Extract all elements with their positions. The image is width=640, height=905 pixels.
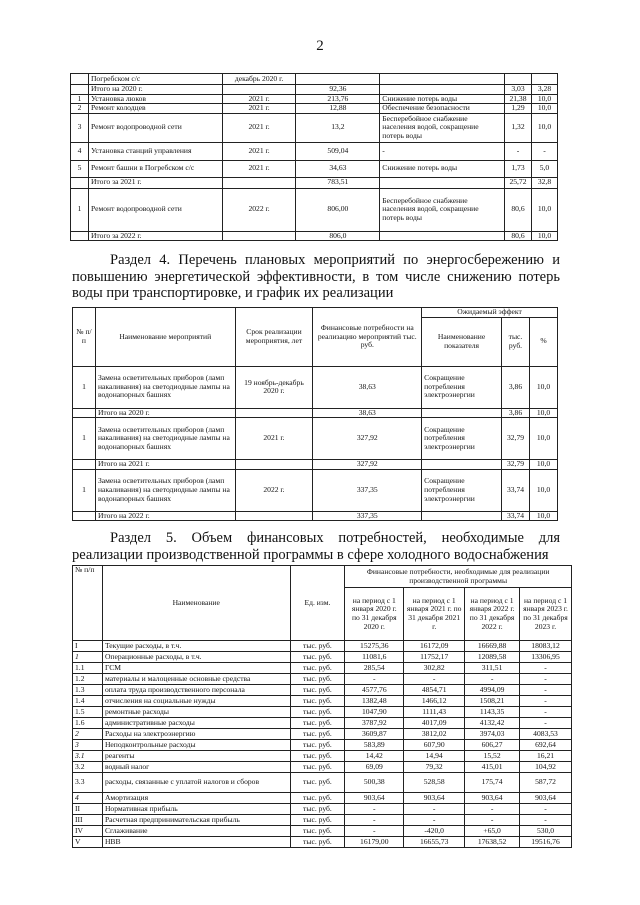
finance-value: 337,35 (313, 469, 422, 511)
item-name: Нормативная прибыль (102, 804, 290, 815)
term: 2021 г. (222, 160, 296, 177)
item-name: оплата труда производственного персонала (102, 685, 290, 696)
effect-indicator: Сокращение потребления электроэнергии (422, 366, 502, 408)
table-row (73, 826, 572, 837)
value-2022: 175,74 (465, 773, 520, 793)
value-2021: - (404, 674, 465, 685)
value-2022: 12089,58 (465, 652, 520, 663)
table-row (73, 663, 572, 674)
term: 2021 г. (222, 113, 296, 142)
value-2023: - (520, 685, 572, 696)
row-number: 4 (71, 142, 89, 160)
table-row (73, 837, 572, 848)
value-2022: 1143,35 (465, 707, 520, 718)
header-period-2022: на период с 1 января 2022 г. по 31 декабря 2022 г. (465, 588, 520, 641)
unit: тыс. руб. (290, 762, 345, 773)
effect-thousands: 25,72 (505, 177, 532, 188)
value-2020: 1382,48 (345, 696, 404, 707)
row-number: 1 (73, 652, 103, 663)
table-row (73, 773, 572, 793)
row-number: 1 (73, 418, 96, 460)
effect-thousands: 1,29 (505, 104, 532, 114)
value-2022: 606,27 (465, 740, 520, 751)
table-row (71, 231, 558, 241)
term (235, 408, 313, 418)
row-number: 1.4 (73, 696, 103, 707)
term (235, 460, 313, 470)
item-name: водный налог (102, 762, 290, 773)
value-2023: 587,72 (520, 773, 572, 793)
row-number: 1.2 (73, 674, 103, 685)
value-2023: - (520, 718, 572, 729)
value-2020: 3787,92 (345, 718, 404, 729)
row-number: 3.2 (73, 762, 103, 773)
value-2023: 903,64 (520, 793, 572, 804)
term: декабрь 2020 г. (222, 74, 296, 85)
row-number: 1.6 (73, 718, 103, 729)
header-period-2023: на период с 1 января 2023 г. по 31 декабря 2023 г. (520, 588, 572, 641)
table-row (73, 652, 572, 663)
header-indicator: Наименование показателя (422, 317, 502, 366)
table-row (73, 740, 572, 751)
term: 2021 г. (222, 142, 296, 160)
value-2023: 18083,12 (520, 641, 572, 652)
table-row (73, 418, 558, 460)
value-2021: 16172,09 (404, 641, 465, 652)
item-name: отчисления на социальные нужды (102, 696, 290, 707)
value-2021: 528,58 (404, 773, 465, 793)
row-number: 3.1 (73, 751, 103, 762)
effect-percent: 10,0 (529, 511, 557, 521)
value-2021: 1111,43 (404, 707, 465, 718)
row-number: 1.3 (73, 685, 103, 696)
unit: тыс. руб. (290, 696, 345, 707)
measure-name: Итого на 2022 г. (95, 511, 235, 521)
effect-thousands: 3,03 (505, 85, 532, 95)
value-2020: 903,64 (345, 793, 404, 804)
unit: тыс. руб. (290, 826, 345, 837)
term (222, 177, 296, 188)
finance-value: 38,63 (313, 408, 422, 418)
table-row (71, 160, 558, 177)
header-period-2021: на период с 1 января 2021 г. по 31 декабря 2021 г. (404, 588, 465, 641)
value-2022: 17638,52 (465, 837, 520, 848)
value-2021: - (404, 804, 465, 815)
finance-value: 783,51 (296, 177, 380, 188)
value-2022: 3974,03 (465, 729, 520, 740)
header-financial-needs: Финансовые потребности, необходимые для реализации производственной программы (345, 566, 572, 588)
value-2023: - (520, 696, 572, 707)
row-number: 3.3 (73, 773, 103, 793)
unit: тыс. руб. (290, 685, 345, 696)
finance-value: 327,92 (313, 418, 422, 460)
measure-name: Замена осветительных приборов (ламп накаливания) на светодиодные лампы на водонапорных башнях (95, 366, 235, 408)
effect-percent: - (531, 142, 557, 160)
value-2022: - (465, 804, 520, 815)
table-energy-saving (72, 307, 558, 521)
value-2020: 11081,6 (345, 652, 404, 663)
measure-name: Ремонт колодцев (88, 104, 222, 114)
header-finance: Финансовые потребности на реализацию мероприятий тыс. руб. (313, 308, 422, 367)
value-2020: - (345, 815, 404, 826)
effect-thousands: 32,79 (502, 460, 530, 470)
row-number: I (73, 641, 103, 652)
value-2020: 16179,00 (345, 837, 404, 848)
header-number: № п/п (73, 566, 103, 641)
value-2022: - (465, 674, 520, 685)
effect-thousands: 1,32 (505, 113, 532, 142)
unit: тыс. руб. (290, 663, 345, 674)
row-number: 1.1 (73, 663, 103, 674)
row-number (73, 511, 96, 521)
effect-indicator (380, 177, 505, 188)
value-2021: 3812,02 (404, 729, 465, 740)
finance-value (296, 74, 380, 85)
effect-thousands: 33,74 (502, 511, 530, 521)
effect-indicator: Снижение потерь воды (380, 160, 505, 177)
table-row (73, 674, 572, 685)
value-2020: 500,38 (345, 773, 404, 793)
row-number: 1 (73, 366, 96, 408)
table-financial-needs (72, 565, 572, 848)
effect-indicator: Бесперебойное снабжение населения водой, сокращение потерь воды (380, 188, 505, 231)
table-row (71, 113, 558, 142)
row-number (73, 408, 96, 418)
value-2021: 4854,71 (404, 685, 465, 696)
value-2022: 16669,88 (465, 641, 520, 652)
item-name: Операционные расходы, в т.ч. (102, 652, 290, 663)
term: 2021 г. (222, 94, 296, 104)
effect-percent: 10,0 (529, 469, 557, 511)
term: 2021 г. (235, 418, 313, 460)
header-thousands: тыс. руб. (502, 317, 530, 366)
finance-value: 13,2 (296, 113, 380, 142)
value-2020: 3609,87 (345, 729, 404, 740)
effect-percent: 10,0 (531, 94, 557, 104)
table-row (73, 685, 572, 696)
value-2023: - (520, 707, 572, 718)
effect-indicator: - (380, 142, 505, 160)
finance-value: 213,76 (296, 94, 380, 104)
effect-indicator (422, 460, 502, 470)
effect-percent (531, 74, 557, 85)
effect-thousands: 21,38 (505, 94, 532, 104)
effect-percent: 10,0 (531, 104, 557, 114)
term: 19 ноябрь-декабрь 2020 г. (235, 366, 313, 408)
table-row (73, 718, 572, 729)
effect-indicator: Снижение потерь воды (380, 94, 505, 104)
item-name: реагенты (102, 751, 290, 762)
table-row (73, 815, 572, 826)
effect-percent: 10,0 (529, 460, 557, 470)
measure-name: Замена осветительных приборов (ламп накаливания) на светодиодные лампы на водонапорных башнях (95, 418, 235, 460)
table-row (73, 696, 572, 707)
item-name: административные расходы (102, 718, 290, 729)
unit: тыс. руб. (290, 740, 345, 751)
table-row (73, 366, 558, 408)
measure-name: Ремонт водопроводной сети (88, 113, 222, 142)
value-2020: 69,09 (345, 762, 404, 773)
row-number (71, 85, 89, 95)
finance-value: 806,00 (296, 188, 380, 231)
value-2022: - (465, 815, 520, 826)
table-row (71, 85, 558, 95)
effect-indicator (380, 74, 505, 85)
table-row (73, 460, 558, 470)
value-2022: 415,01 (465, 762, 520, 773)
value-2020: 4577,76 (345, 685, 404, 696)
table-row (71, 104, 558, 114)
unit: тыс. руб. (290, 707, 345, 718)
measure-name: Установка люков (88, 94, 222, 104)
table-row (73, 751, 572, 762)
item-name: Расчетная предпринимательская прибыль (102, 815, 290, 826)
term (222, 85, 296, 95)
finance-value: 12,88 (296, 104, 380, 114)
value-2020: - (345, 826, 404, 837)
value-2022: 4132,42 (465, 718, 520, 729)
table-row (73, 408, 558, 418)
value-2021: 302,82 (404, 663, 465, 674)
table-row (73, 762, 572, 773)
value-2023: - (520, 663, 572, 674)
value-2021: -420,0 (404, 826, 465, 837)
effect-thousands (505, 74, 532, 85)
row-number: 1.5 (73, 707, 103, 718)
effect-indicator (380, 231, 505, 241)
row-number: IV (73, 826, 103, 837)
term (222, 231, 296, 241)
unit: тыс. руб. (290, 773, 345, 793)
value-2022: 311,51 (465, 663, 520, 674)
value-2023: 13306,95 (520, 652, 572, 663)
header-unit: Ед. изм. (290, 566, 345, 641)
section-5-heading: Раздел 5. Объем финансовых потребностей, необходимые для реализации производственной программы в сфере холодного водоснабжения (72, 530, 560, 563)
term: 2022 г. (235, 469, 313, 511)
table-row (73, 707, 572, 718)
effect-percent: 10,0 (529, 366, 557, 408)
effect-percent: 3,28 (531, 85, 557, 95)
effect-percent: 10,0 (531, 113, 557, 142)
value-2023: 19516,76 (520, 837, 572, 848)
item-name: Сглаживание (102, 826, 290, 837)
measure-name: Погребском с/с (88, 74, 222, 85)
row-number: 1 (73, 469, 96, 511)
value-2022: 1508,21 (465, 696, 520, 707)
effect-indicator: Сокращение потребления электроэнергии (422, 469, 502, 511)
row-number (73, 460, 96, 470)
measure-name: Итого на 2020 г. (95, 408, 235, 418)
value-2021: - (404, 815, 465, 826)
effect-percent: 10,0 (531, 188, 557, 231)
unit: тыс. руб. (290, 751, 345, 762)
term: 2021 г. (222, 104, 296, 114)
item-name: расходы, связанные с уплатой налогов и сборов (102, 773, 290, 793)
table-row (71, 74, 558, 85)
value-2021: 607,90 (404, 740, 465, 751)
table-row (73, 469, 558, 511)
table-row (71, 142, 558, 160)
row-number: II (73, 804, 103, 815)
header-name: Наименование мероприятий (95, 308, 235, 367)
value-2020: 14,42 (345, 751, 404, 762)
row-number: 2 (73, 729, 103, 740)
measure-name: Ремонт башни в Погребском с/с (88, 160, 222, 177)
value-2023: - (520, 815, 572, 826)
value-2023: 16,21 (520, 751, 572, 762)
value-2022: +65,0 (465, 826, 520, 837)
value-2021: 14,94 (404, 751, 465, 762)
header-name: Наименование (102, 566, 290, 641)
unit: тыс. руб. (290, 793, 345, 804)
page-number: 2 (316, 38, 324, 54)
value-2023: 692,64 (520, 740, 572, 751)
finance-value: 509,04 (296, 142, 380, 160)
measure-name: Итого за 2021 г. (88, 177, 222, 188)
table-row (73, 511, 558, 521)
table-row (73, 729, 572, 740)
unit: тыс. руб. (290, 652, 345, 663)
measure-name: Итого на 2020 г. (88, 85, 222, 95)
value-2020: - (345, 674, 404, 685)
effect-thousands: 3,86 (502, 408, 530, 418)
effect-thousands: 1,73 (505, 160, 532, 177)
table-row (71, 188, 558, 231)
item-name: Амортизация (102, 793, 290, 804)
finance-value: 806,0 (296, 231, 380, 241)
value-2020: 583,89 (345, 740, 404, 751)
value-2021: 79,32 (404, 762, 465, 773)
effect-thousands: 80,6 (505, 188, 532, 231)
table-row (73, 641, 572, 652)
item-name: материалы и малоценные основные средства (102, 674, 290, 685)
effect-indicator (422, 511, 502, 521)
value-2022: 4994,09 (465, 685, 520, 696)
value-2023: 530,0 (520, 826, 572, 837)
unit: тыс. руб. (290, 674, 345, 685)
header-expected-effect: Ожидаемый эффект (422, 308, 558, 318)
value-2023: 104,92 (520, 762, 572, 773)
effect-percent: 5,0 (531, 160, 557, 177)
value-2023: - (520, 804, 572, 815)
value-2023: 4083,53 (520, 729, 572, 740)
measure-name: Ремонт водопроводной сети (88, 188, 222, 231)
unit: тыс. руб. (290, 804, 345, 815)
value-2021: 16655,73 (404, 837, 465, 848)
value-2020: - (345, 804, 404, 815)
table-water-measures (70, 73, 558, 241)
table-row (71, 177, 558, 188)
effect-thousands: 3,86 (502, 366, 530, 408)
unit: тыс. руб. (290, 815, 345, 826)
finance-value: 327,92 (313, 460, 422, 470)
effect-percent: 10,0 (529, 418, 557, 460)
measure-name: Замена осветительных приборов (ламп накаливания) на светодиодные лампы на водонапорных башнях (95, 469, 235, 511)
table-row (73, 793, 572, 804)
finance-value: 92,36 (296, 85, 380, 95)
unit: тыс. руб. (290, 641, 345, 652)
value-2020: 1047,90 (345, 707, 404, 718)
value-2021: 903,64 (404, 793, 465, 804)
item-name: Расходы на электроэнергию (102, 729, 290, 740)
measure-name: Итого на 2021 г. (95, 460, 235, 470)
row-number: 3 (71, 113, 89, 142)
unit: тыс. руб. (290, 837, 345, 848)
effect-indicator: Сокращение потребления электроэнергии (422, 418, 502, 460)
header-percent: % (529, 317, 557, 366)
row-number: 2 (71, 104, 89, 114)
header-term: Срок реализации мероприятия, лет (235, 308, 313, 367)
effect-indicator (380, 85, 505, 95)
row-number: 1 (71, 188, 89, 231)
measure-name: Итого за 2022 г. (88, 231, 222, 241)
section-4-heading: Раздел 4. Перечень плановых мероприятий по энергосбережению и повышению энергетической эффективности, в том числе снижению потерь воды при транспортировке, и график их реализации (72, 252, 560, 301)
effect-thousands: 80,6 (505, 231, 532, 241)
finance-value: 34,63 (296, 160, 380, 177)
measure-name: Установка станций управления (88, 142, 222, 160)
value-2023: - (520, 674, 572, 685)
item-name: Текущие расходы, в т.ч. (102, 641, 290, 652)
row-number: V (73, 837, 103, 848)
value-2021: 4017,09 (404, 718, 465, 729)
row-number (71, 177, 89, 188)
value-2020: 15275,36 (345, 641, 404, 652)
term (235, 511, 313, 521)
header-number: № п/ п (73, 308, 96, 367)
value-2020: 285,54 (345, 663, 404, 674)
row-number: 1 (71, 94, 89, 104)
effect-percent: 10,0 (529, 408, 557, 418)
effect-percent: 32,8 (531, 177, 557, 188)
effect-indicator: Бесперебойное снабжение населения водой, сокращение потерь воды (380, 113, 505, 142)
row-number: 3 (73, 740, 103, 751)
finance-value: 337,35 (313, 511, 422, 521)
item-name: ГСМ (102, 663, 290, 674)
effect-indicator: Обеспечение безопасности (380, 104, 505, 114)
term: 2022 г. (222, 188, 296, 231)
effect-thousands: - (505, 142, 532, 160)
value-2021: 11752,17 (404, 652, 465, 663)
table-row (73, 804, 572, 815)
row-number: 5 (71, 160, 89, 177)
value-2022: 15,52 (465, 751, 520, 762)
unit: тыс. руб. (290, 729, 345, 740)
item-name: Неподконтрольные расходы (102, 740, 290, 751)
row-number (71, 231, 89, 241)
row-number: 4 (73, 793, 103, 804)
effect-indicator (422, 408, 502, 418)
header-period-2020: на период с 1 января 2020 г. по 31 декабря 2020 г. (345, 588, 404, 641)
item-name: ремонтные расходы (102, 707, 290, 718)
effect-thousands: 32,79 (502, 418, 530, 460)
value-2022: 903,64 (465, 793, 520, 804)
effect-percent: 10,0 (531, 231, 557, 241)
effect-thousands: 33,74 (502, 469, 530, 511)
item-name: НВВ (102, 837, 290, 848)
row-number (71, 74, 89, 85)
finance-value: 38,63 (313, 366, 422, 408)
unit: тыс. руб. (290, 718, 345, 729)
value-2021: 1466,12 (404, 696, 465, 707)
row-number: III (73, 815, 103, 826)
